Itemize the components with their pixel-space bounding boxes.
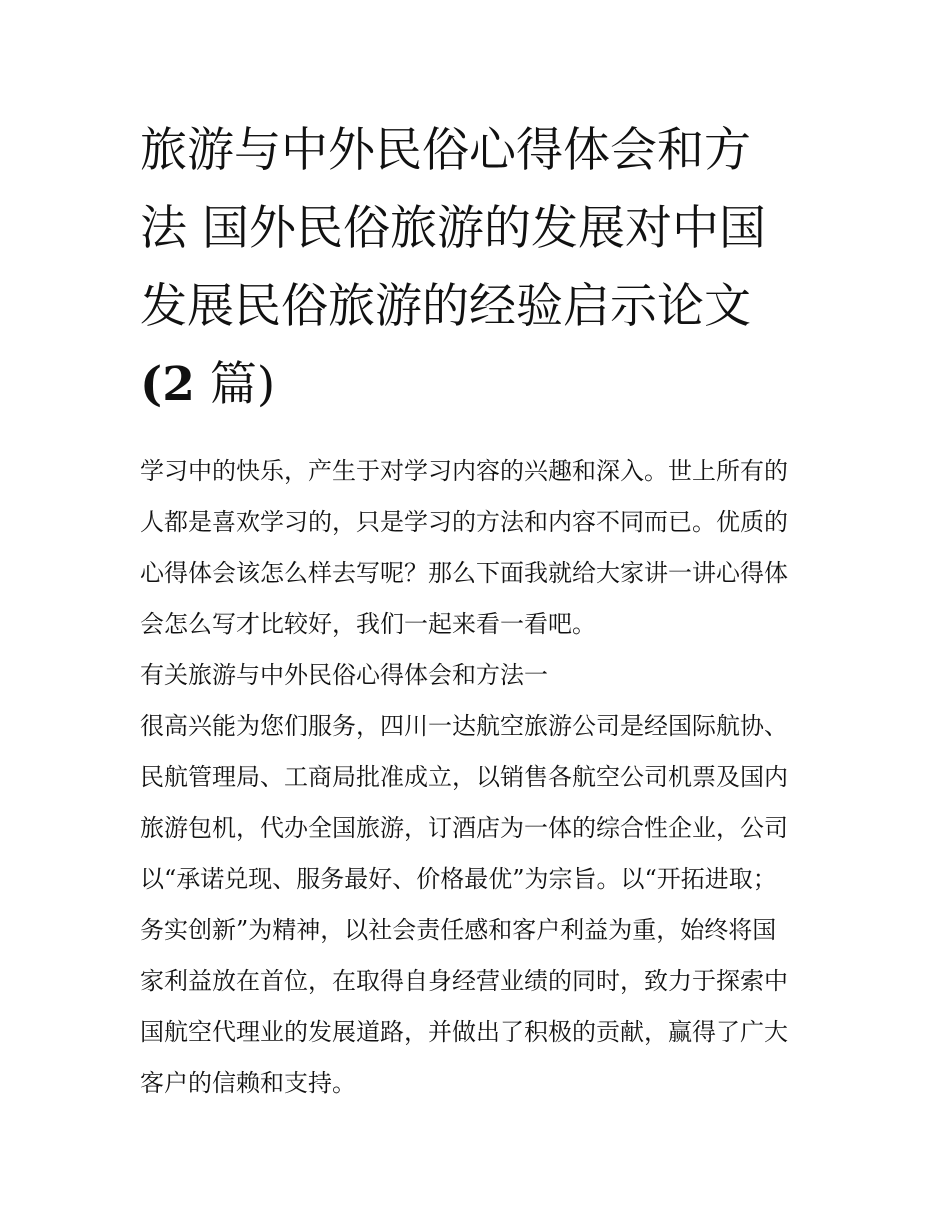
title-line-3: 发展民俗旅游的经验启示论文 <box>140 279 751 334</box>
title-paren-open: ( <box>140 357 163 412</box>
body-line-9: 以“承诺兑现、服务最好、价格最优”为宗旨。以“开拓进取； <box>140 865 777 893</box>
body-line-6: 很高兴能为您们服务，四川一达航空旅游公司是经国际航协、 <box>140 712 788 740</box>
title-suffix: 篇) <box>194 357 276 412</box>
document-page <box>140 112 820 1109</box>
body-line-12: 国航空代理业的发展道路，并做出了积极的贡献，赢得了广大 <box>140 1018 788 1046</box>
body-line-7: 民航管理局、工商局批准成立，以销售各航空公司机票及国内 <box>140 763 788 791</box>
title-line-2: 法 国外民俗旅游的发展对中国 <box>140 201 766 256</box>
body-line-11: 家利益放在首位，在取得自身经营业绩的同时，致力于探索中 <box>140 967 788 995</box>
body-line-1: 学习中的快乐，产生于对学习内容的兴趣和深入。世上所有的 <box>140 457 788 485</box>
body-line-2: 人都是喜欢学习的，只是学习的方法和内容不同而已。优质的 <box>140 508 788 536</box>
document-title <box>140 112 820 424</box>
title-line-1: 旅游与中外民俗心得体会和方 <box>140 123 751 178</box>
section-heading: 有关旅游与中外民俗心得体会和方法一 <box>140 661 548 689</box>
title-line-4 <box>140 346 820 424</box>
body-line-3: 心得体会该怎么样去写呢？那么下面我就给大家讲一讲心得体 <box>140 559 788 587</box>
body-line-13: 客户的信赖和支持。 <box>140 1069 356 1097</box>
body-line-4: 会怎么写才比较好，我们一起来看一看吧。 <box>140 610 596 638</box>
document-body <box>140 446 820 1109</box>
body-line-8: 旅游包机，代办全国旅游，订酒店为一体的综合性企业，公司 <box>140 814 788 842</box>
body-line-10: 务实创新”为精神，以社会责任感和客户利益为重，始终将国 <box>140 916 777 944</box>
title-number: 2 <box>162 357 195 412</box>
